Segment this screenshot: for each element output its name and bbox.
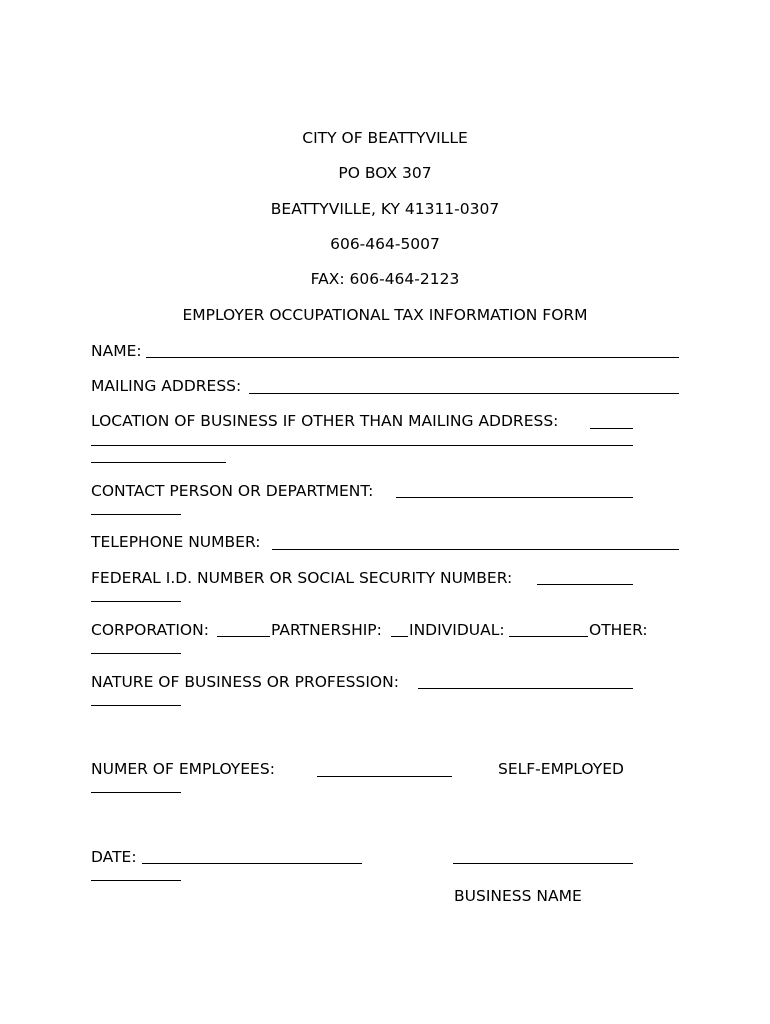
name-label: NAME: [91, 342, 142, 360]
nature-label: NATURE OF BUSINESS OR PROFESSION: [91, 673, 399, 691]
mailing-address-label: MAILING ADDRESS: [91, 377, 242, 395]
nature-field[interactable] [418, 688, 633, 689]
location-field-line-2[interactable] [91, 445, 633, 446]
contact-label: CONTACT PERSON OR DEPARTMENT: [91, 482, 374, 500]
business-name-field[interactable] [453, 863, 633, 864]
employees-label: NUMER OF EMPLOYEES: [91, 760, 275, 778]
form-title: EMPLOYER OCCUPATIONAL TAX INFORMATION FORM [182, 306, 588, 324]
contact-field[interactable] [396, 497, 633, 498]
federal-id-label: FEDERAL I.D. NUMBER OR SOCIAL SECURITY NUMBER: [91, 569, 513, 587]
date-field-line-2[interactable] [91, 880, 181, 881]
location-label: LOCATION OF BUSINESS IF OTHER THAN MAILING ADDRESS: [91, 412, 559, 430]
partnership-field[interactable] [391, 636, 408, 637]
federal-id-field-line-2[interactable] [91, 601, 181, 602]
fax-number: FAX: 606-464-2123 [310, 270, 460, 288]
date-field[interactable] [142, 863, 362, 864]
mailing-address-field[interactable] [249, 393, 679, 394]
federal-id-field[interactable] [537, 584, 633, 585]
corporation-field[interactable] [217, 636, 270, 637]
po-box: PO BOX 307 [338, 164, 432, 182]
employees-field[interactable] [317, 776, 452, 777]
name-field[interactable] [146, 357, 679, 358]
contact-field-line-2[interactable] [91, 514, 181, 515]
individual-field[interactable] [509, 636, 588, 637]
business-name-label: BUSINESS NAME [454, 887, 582, 905]
other-label: OTHER: [589, 621, 648, 639]
other-field[interactable] [91, 653, 181, 654]
phone-number: 606-464-5007 [330, 235, 440, 253]
nature-field-line-2[interactable] [91, 705, 181, 706]
location-field-line-3[interactable] [91, 462, 226, 463]
self-employed-label: SELF-EMPLOYED [498, 760, 624, 778]
telephone-label: TELEPHONE NUMBER: [91, 533, 261, 551]
individual-label: INDIVIDUAL: [409, 621, 505, 639]
date-label: DATE: [91, 848, 137, 866]
city-state-zip: BEATTYVILLE, KY 41311-0307 [270, 200, 500, 218]
employees-field-line-2[interactable] [91, 792, 181, 793]
telephone-field[interactable] [272, 549, 679, 550]
city-name: CITY OF BEATTYVILLE [302, 129, 468, 147]
corporation-label: CORPORATION: [91, 621, 209, 639]
partnership-label: PARTNERSHIP: [271, 621, 382, 639]
location-field[interactable] [590, 428, 633, 429]
